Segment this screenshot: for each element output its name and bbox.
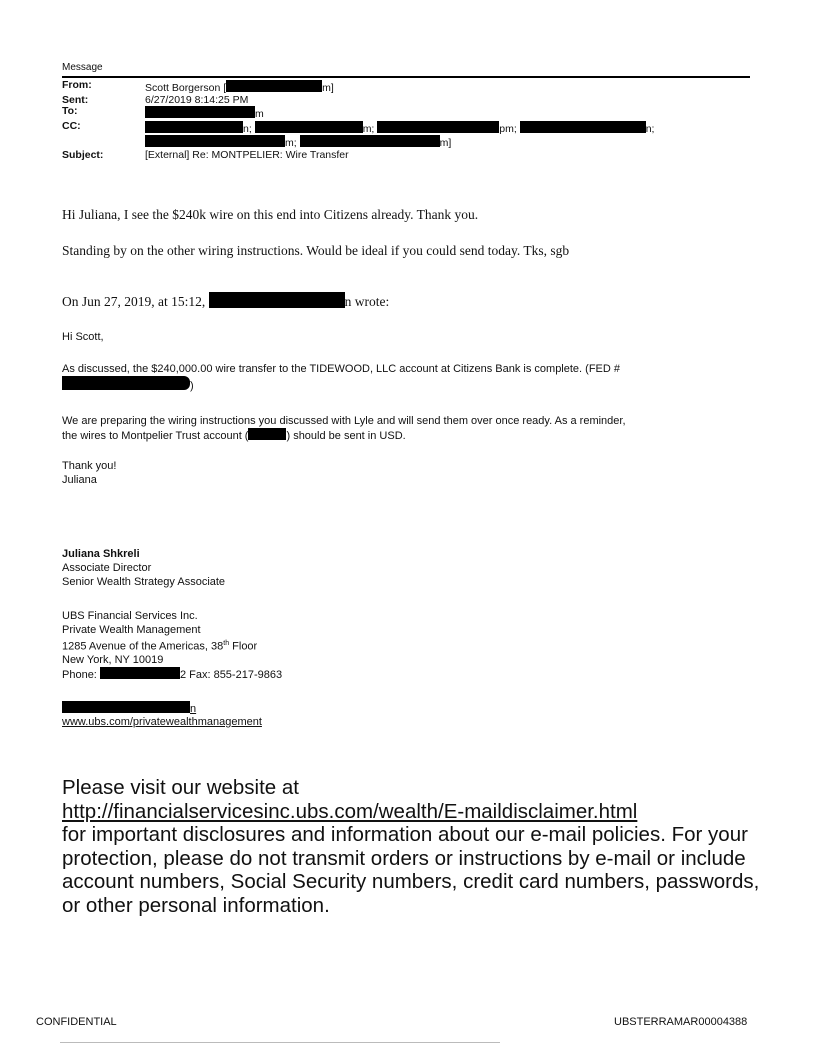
quoted-para-1-tail: ) [190,380,194,392]
quoted-signoff: Juliana [62,474,97,486]
para2-prefix: the wires to Montpelier Trust account ( [62,430,249,442]
redaction-box [248,428,286,440]
email-disclaimer [62,776,762,917]
quoted-para-2-line-2 [62,428,406,443]
to-value [145,106,264,121]
message-section-label: Message [62,62,103,73]
bottom-divider [60,1042,500,1043]
cc-item: m; [285,137,297,149]
quoted-intro-prefix: On Jun 27, 2019, at 15:12, [62,294,206,309]
signature-division: Private Wealth Management [62,624,201,636]
signature-city: New York, NY 10019 [62,654,164,666]
from-value [145,80,334,95]
cc-item: m; [362,122,375,135]
redaction-box [520,121,646,133]
sent-value: 6/27/2019 8:14:25 PM [145,93,249,106]
cc-row [62,121,654,136]
redaction-box [300,135,440,147]
quoted-intro-suffix: n wrote: [344,294,390,309]
redaction-box [145,121,243,133]
phone-tail: 2 [179,669,187,681]
quoted-thanks: Thank you! [62,460,117,472]
redaction-box [145,106,255,118]
disclaimer-body: for important disclosures and information about our e-mail policies. For your protection, please do not transmit orders or instructions by e-mail or include account numbers, Social Security numbers, credit card numbers, passwords, or other personal information. [62,823,760,917]
cc-value-continued [145,135,451,150]
subject-value: [External] Re: MONTPELIER: Wire Transfer [145,148,349,161]
quoted-intro [62,292,389,310]
from-tail: m] [322,82,334,94]
from-name: Scott Borgerson [ [145,82,227,94]
to-label: To: [62,105,78,117]
redaction-box [62,376,190,390]
to-row [62,106,654,121]
redaction-box [255,121,363,133]
signature-company: UBS Financial Services Inc. [62,610,198,622]
disclaimer-line-1: Please visit our website at [62,776,300,799]
cc-item: m] [439,137,452,149]
quoted-para-1-continued [62,376,194,393]
redaction-box [209,292,345,308]
signature-title-1: Associate Director [62,562,152,574]
redaction-box [377,121,499,133]
quoted-para-1: As discussed, the $240,000.00 wire transfer to the TIDEWOOD, LLC account at Citizens Bank is complete. (FED # [62,363,620,375]
bates-number: UBSTERRAMAR00004388 [614,1016,748,1028]
quoted-greeting: Hi Scott, [62,331,104,343]
from-row [62,80,654,95]
cc-label: CC: [62,119,81,132]
sent-label: Sent: [62,93,89,106]
to-tail: m [255,108,264,120]
cc-item: n; [645,122,655,135]
cc-value [145,121,654,136]
signature-phone-fax [62,667,282,682]
phone-label: Phone: [62,669,97,681]
cc-item: pm; [499,122,517,135]
signature-name: Juliana Shkreli [62,548,140,560]
signature-email [62,701,196,716]
disclaimer-url-link[interactable]: http://financialservicesinc.ubs.com/wealth/E-maildisclaimer.html [62,799,638,823]
subject-row [62,150,654,162]
from-label: From: [62,79,92,91]
signature-address: 1285 Avenue of the Americas, 38th Floor [62,640,258,653]
email-link-tail[interactable]: n [190,703,197,715]
confidential-label: CONFIDENTIAL [36,1016,117,1028]
redaction-box [226,80,322,92]
redaction-box [62,701,190,713]
header-divider [62,76,750,78]
redaction-box [100,667,180,679]
reply-line-1: Hi Juliana, I see the $240k wire on this end into Citizens already. Thank you. [62,207,479,222]
email-header-block [62,80,654,161]
sent-row [62,95,654,107]
para2-suffix: ) should be sent in USD. [286,430,406,442]
subject-label: Subject: [62,148,104,161]
fax-number: Fax: 855-217-9863 [189,669,283,681]
cc-row-continued [62,135,654,150]
reply-line-2: Standing by on the other wiring instructions. Would be ideal if you could send today. Tks, sgb [62,243,570,258]
quoted-para-2-line-1: We are preparing the wiring instructions you discussed with Lyle and will send them over once ready. As a reminder, [62,415,626,427]
website-link[interactable]: www.ubs.com/privatewealthmanagement [62,716,262,728]
cc-item: n; [243,122,252,135]
redaction-box [145,135,285,147]
signature-title-2: Senior Wealth Strategy Associate [62,576,226,588]
